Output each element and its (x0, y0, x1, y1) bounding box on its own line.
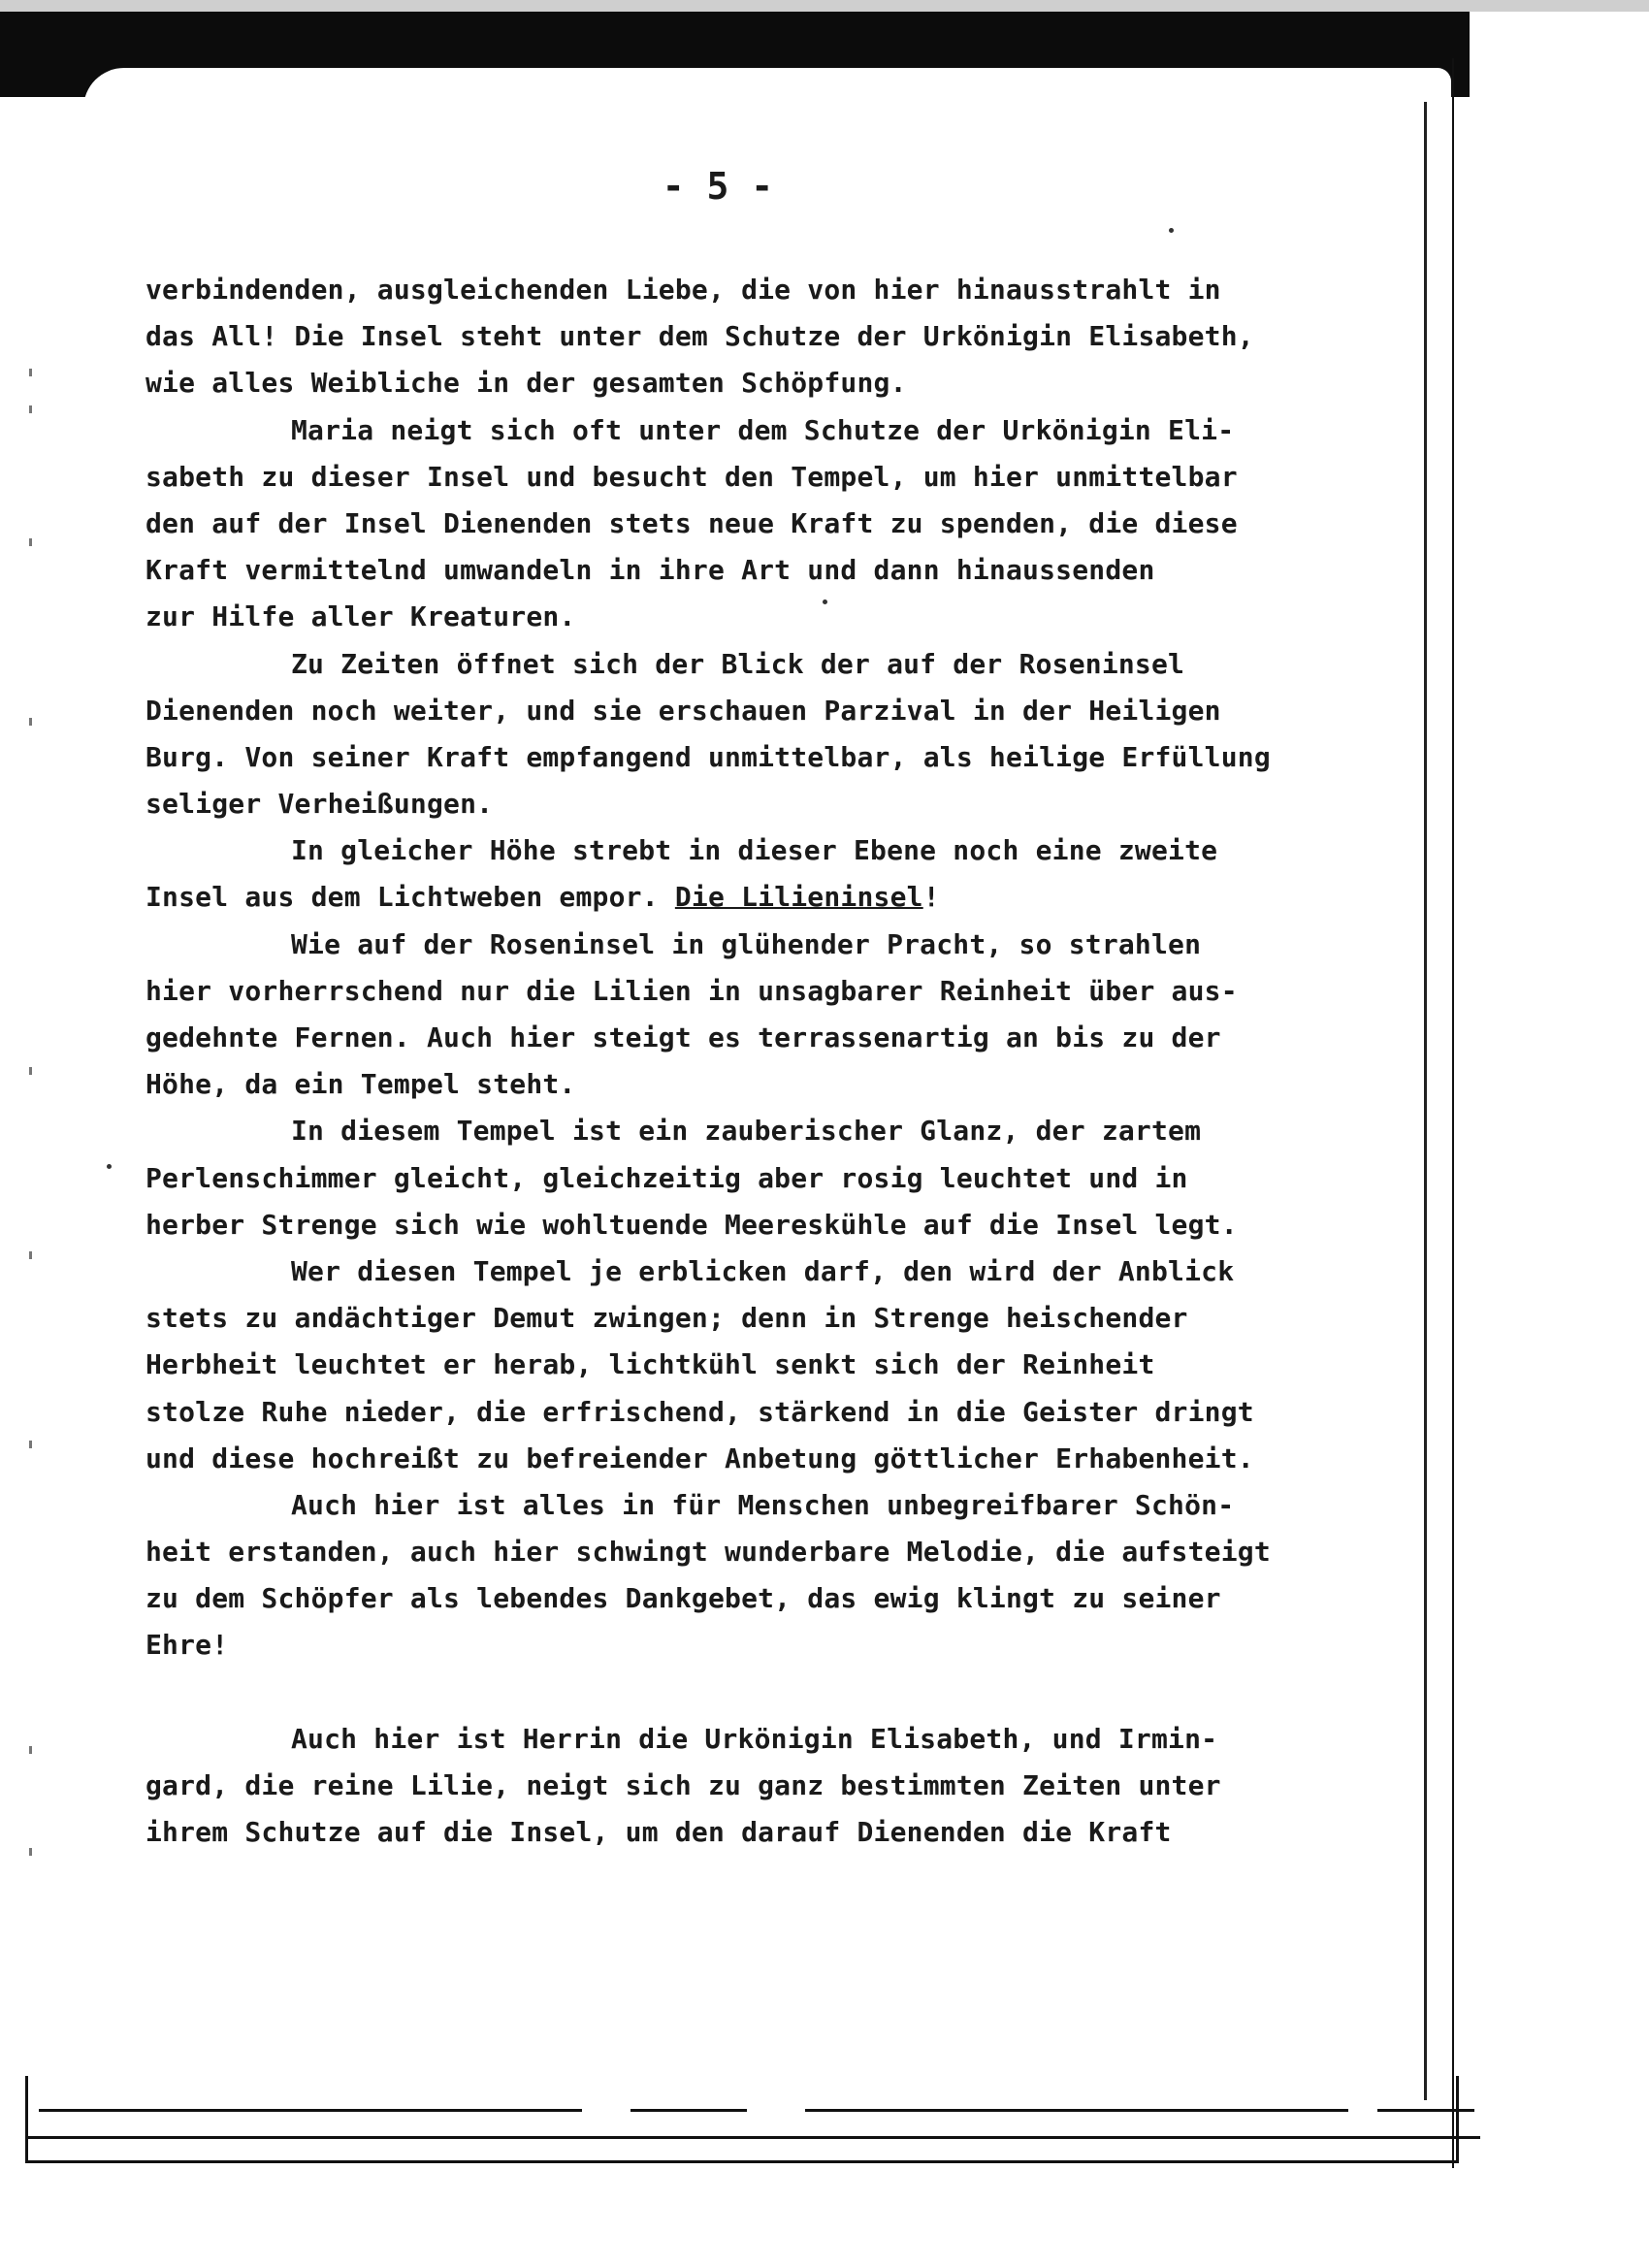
text-line-content: seliger Verheißungen. (146, 788, 494, 821)
bottom-edge-dash (1377, 2109, 1474, 2112)
text-line-content: zur Hilfe aller Kreaturen. (146, 600, 576, 633)
text-line-content: In diesem Tempel ist ein zauberischer Glanz, der zartem (291, 1115, 1202, 1148)
text-line (146, 267, 1450, 313)
text-line (146, 1763, 1450, 1809)
text-line-content: gard, die reine Lilie, neigt sich zu ganz bestimmten Zeiten unter (146, 1769, 1221, 1801)
scan-speck (107, 1164, 112, 1169)
text-line (146, 1529, 1450, 1575)
scan-bottom-frame (25, 2076, 1459, 2163)
text-line-suffix: ! (922, 881, 940, 914)
text-line (146, 1155, 1450, 1202)
text-line (146, 454, 1450, 501)
text-line (146, 1669, 1450, 1716)
text-line (146, 734, 1450, 781)
body-text (146, 267, 1450, 1856)
text-line-content: Auch hier ist alles in für Menschen unbegreifbarer Schön- (291, 1488, 1235, 1521)
margin-hole-mark (29, 1746, 32, 1754)
text-line-content: Perlenschimmer gleicht, gleichzeitig aber rosig leuchtet und in (146, 1161, 1188, 1194)
text-line-content: Wie auf der Roseninsel in glühender Pracht, so strahlen (291, 927, 1202, 960)
text-line (146, 1248, 1450, 1295)
text-line-content: Dienenden noch weiter, und sie erschauen Parzival in der Heiligen (146, 694, 1221, 727)
margin-hole-mark (29, 1251, 32, 1259)
text-line (146, 874, 1450, 921)
margin-hole-mark (29, 538, 32, 546)
text-line (146, 547, 1450, 594)
margin-hole-mark (29, 405, 32, 413)
text-line (146, 501, 1450, 547)
margin-hole-mark (29, 718, 32, 726)
text-line (146, 641, 1450, 688)
scan-top-edge (0, 0, 1649, 12)
bottom-edge-dash (39, 2109, 582, 2112)
text-line (146, 1575, 1450, 1622)
text-line (146, 1482, 1450, 1529)
margin-hole-mark (29, 1848, 32, 1856)
text-line-content: Höhe, da ein Tempel steht. (146, 1068, 576, 1101)
bottom-edge-dash (630, 2109, 747, 2112)
text-line (146, 313, 1450, 360)
text-line (146, 827, 1450, 874)
text-line-content: Zu Zeiten öffnet sich der Blick der auf der Roseninsel (291, 647, 1185, 680)
bottom-edge-dash (805, 2109, 1348, 2112)
margin-hole-mark (29, 1441, 32, 1448)
text-line (146, 407, 1450, 454)
text-line-content: sabeth zu dieser Insel und besucht den Tempel, um hier unmittelbar (146, 460, 1238, 493)
page-bottom-edge-line (25, 2136, 1480, 2139)
margin-hole-mark (29, 369, 32, 376)
text-line (146, 594, 1450, 640)
text-line (146, 1622, 1450, 1669)
text-line-content: gedehnte Fernen. Auch hier steigt es terrassenartig an bis zu der (146, 1021, 1221, 1053)
text-line-content: den auf der Insel Dienenden stets neue Kraft zu spenden, die diese (146, 506, 1238, 539)
text-line-content: herber Strenge sich wie wohltuende Meereskühle auf die Insel legt. (146, 1208, 1238, 1241)
text-line (146, 1809, 1450, 1856)
text-line (146, 1061, 1450, 1108)
text-line (146, 1202, 1450, 1248)
text-line (146, 1108, 1450, 1154)
text-line-content: zu dem Schöpfer als lebendes Dankgebet, das ewig klingt zu seiner (146, 1582, 1221, 1615)
scan-right-border (1452, 58, 1454, 2168)
text-line (146, 1436, 1450, 1482)
text-line (146, 781, 1450, 827)
text-line (146, 1015, 1450, 1061)
page-number: - 5 - (662, 165, 774, 208)
text-line (146, 360, 1450, 406)
text-line-content: Auch hier ist Herrin die Urkönigin Elisabeth, und Irmin- (291, 1722, 1218, 1755)
underlined-heading: Die Lilieninsel (674, 881, 923, 914)
text-line-content: und diese hochreißt zu befreiender Anbetung göttlicher Erhabenheit. (146, 1442, 1254, 1474)
text-line-content: verbindenden, ausgleichenden Liebe, die von hier hinausstrahlt in (146, 274, 1221, 306)
text-line-content: Kraft vermittelnd umwandeln in ihre Art und dann hinaussenden (146, 554, 1155, 587)
text-line-content: Maria neigt sich oft unter dem Schutze der Urkönigin Eli- (291, 413, 1235, 446)
text-line-content: In gleicher Höhe strebt in dieser Ebene noch eine zweite (291, 834, 1218, 867)
text-line-content: Herbheit leuchtet er herab, lichtkühl senkt sich der Reinheit (146, 1348, 1155, 1381)
text-line-content: ihrem Schutze auf die Insel, um den darauf Dienenden die Kraft (146, 1816, 1172, 1849)
margin-hole-mark (29, 1067, 32, 1075)
scan-speck (1169, 228, 1174, 233)
text-line-content: stets zu andächtiger Demut zwingen; denn in Strenge heischender (146, 1302, 1188, 1335)
text-line (146, 922, 1450, 968)
text-line (146, 1716, 1450, 1763)
text-line-content: wie alles Weibliche in der gesamten Schöpfung. (146, 367, 907, 400)
text-line (146, 1342, 1450, 1388)
text-line-content: Insel aus dem Lichtweben empor. (146, 881, 659, 914)
text-line-content: Burg. Von seiner Kraft empfangend unmittelbar, als heilige Erfüllung (146, 740, 1271, 773)
text-line (146, 1389, 1450, 1436)
text-line (146, 688, 1450, 734)
text-line-content: hier vorherrschend nur die Lilien in unsagbarer Reinheit über aus- (146, 974, 1238, 1007)
text-line-content: Wer diesen Tempel je erblicken darf, den wird der Anblick (291, 1254, 1235, 1287)
text-line-content: heit erstanden, auch hier schwingt wunderbare Melodie, die aufsteigt (146, 1536, 1271, 1569)
text-line-content: Ehre! (146, 1629, 229, 1662)
text-line (146, 1295, 1450, 1342)
text-line-content: stolze Ruhe nieder, die erfrischend, stärkend in die Geister dringt (146, 1395, 1254, 1428)
text-line (146, 968, 1450, 1015)
text-line-content: das All! Die Insel steht unter dem Schutze der Urkönigin Elisabeth, (146, 320, 1254, 353)
